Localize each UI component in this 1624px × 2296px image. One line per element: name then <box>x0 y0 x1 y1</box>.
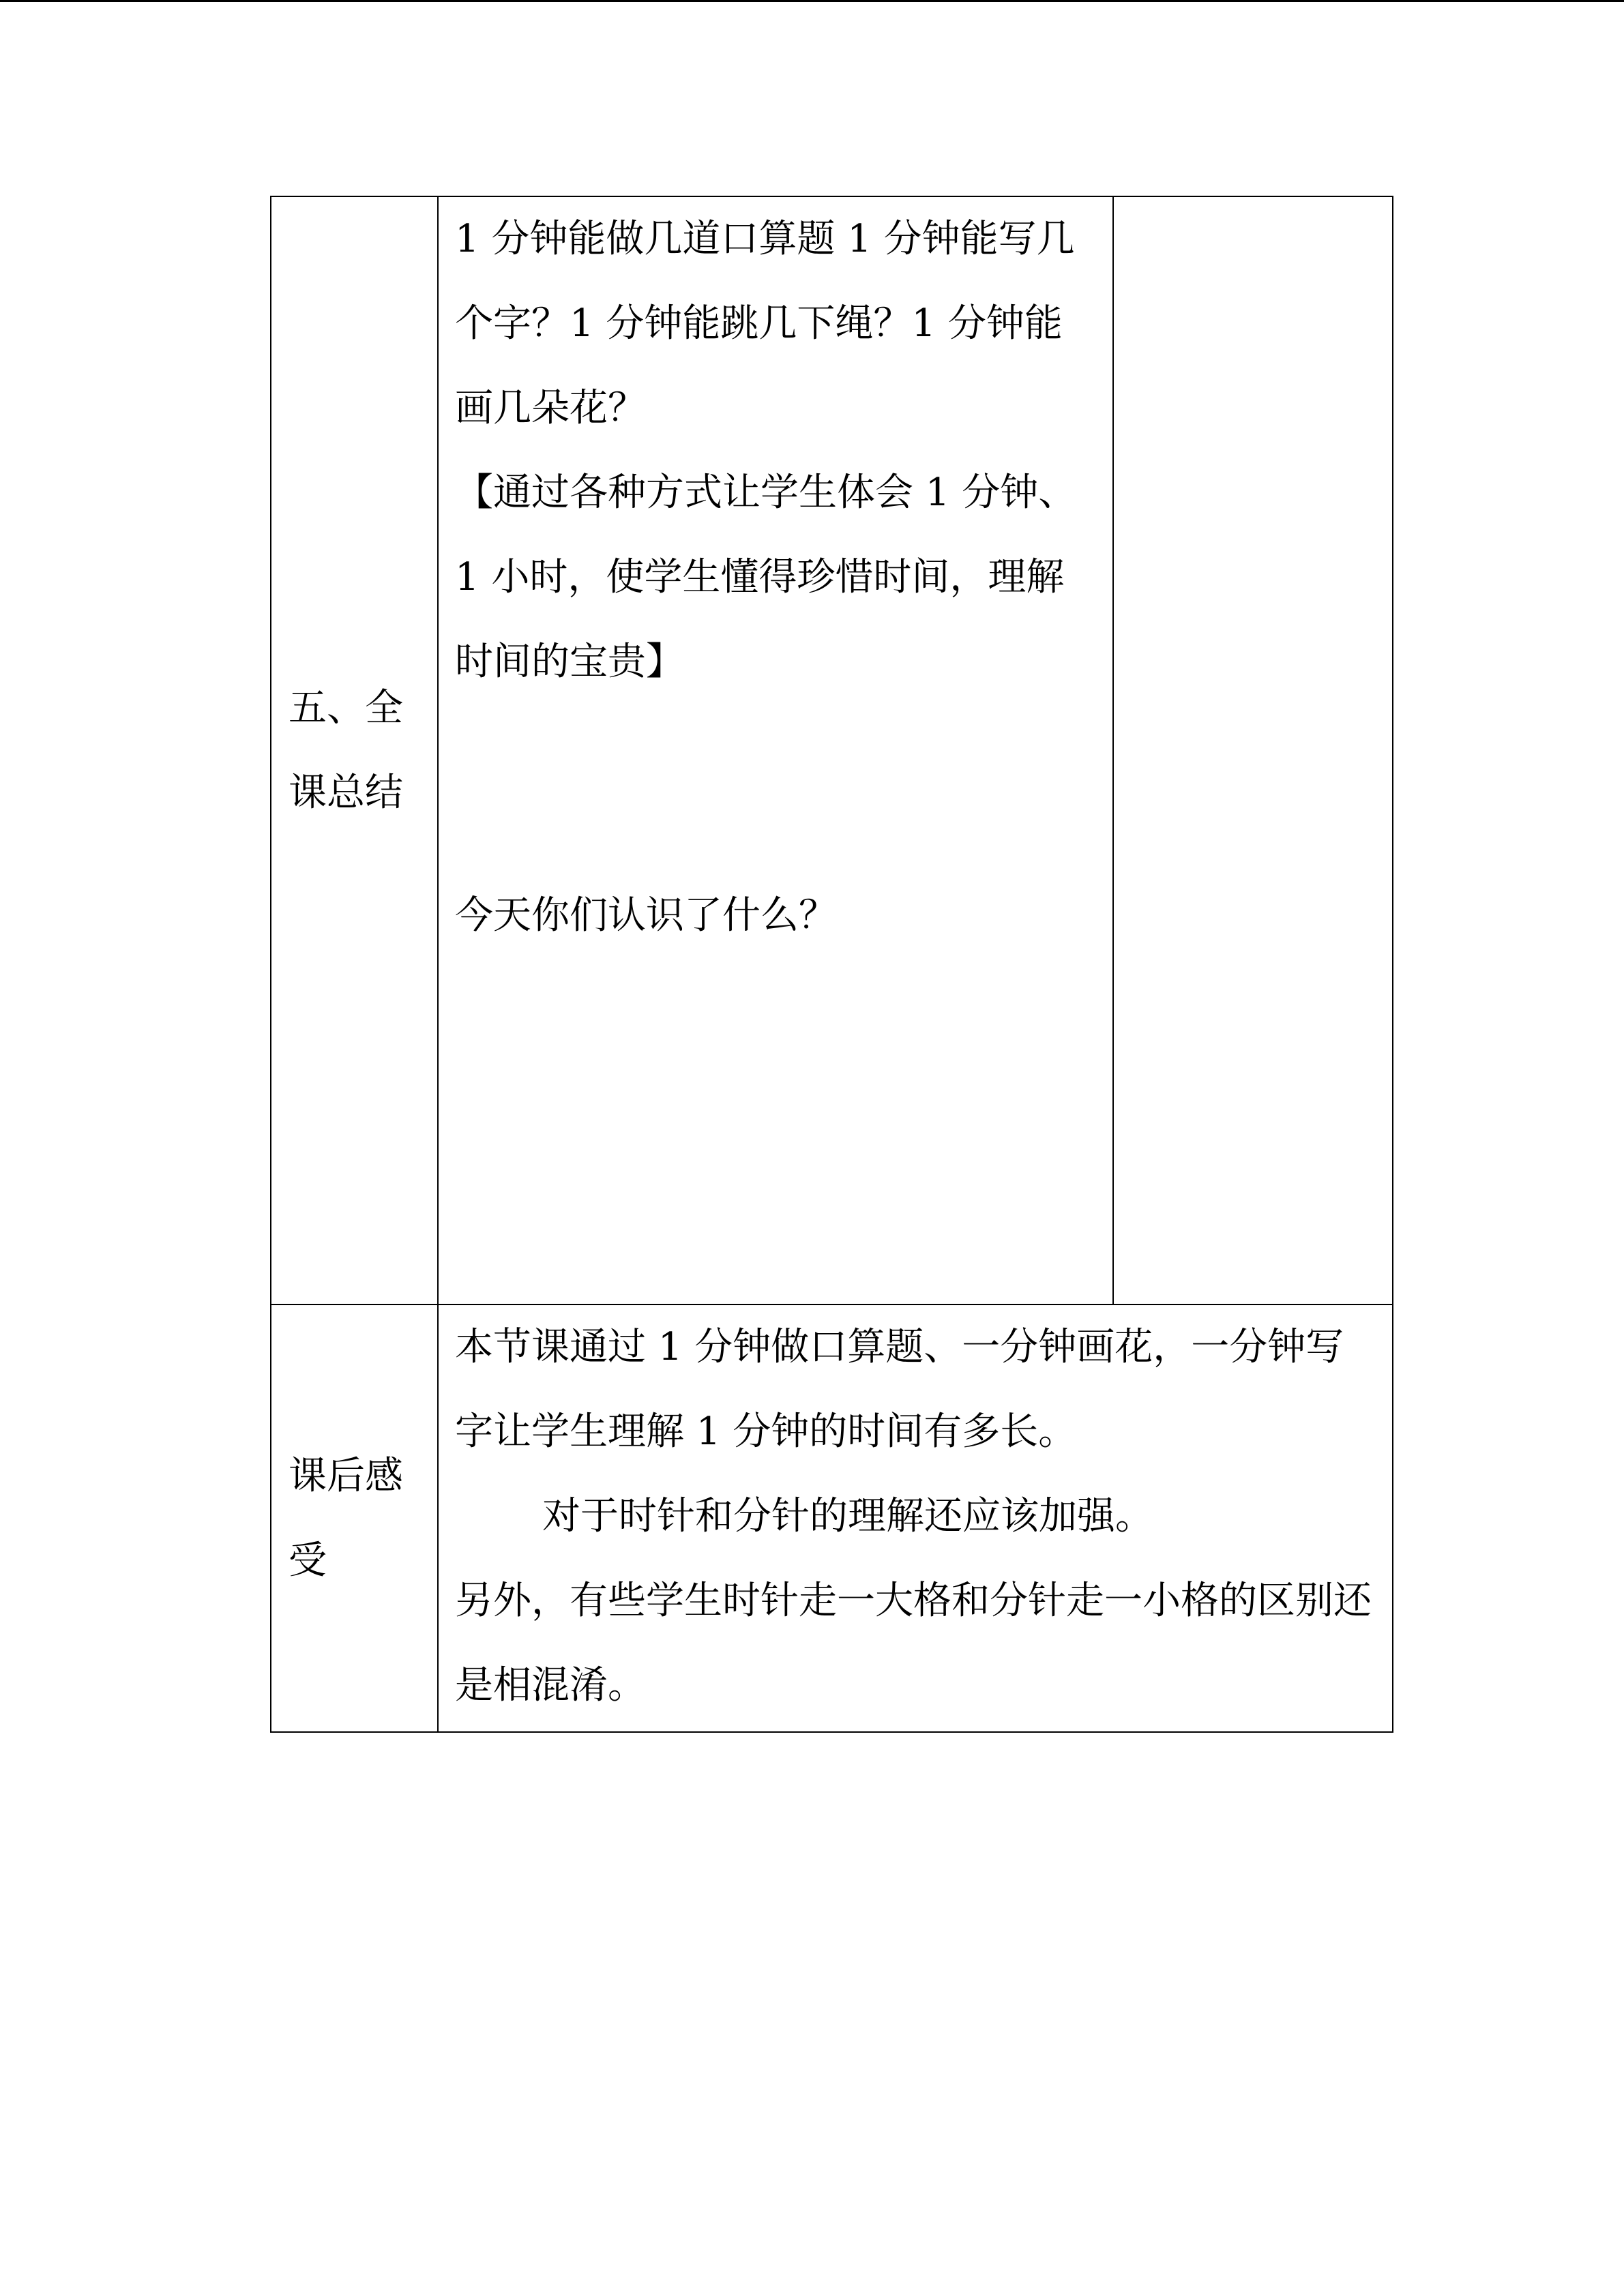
reflection-label: 课后感受 <box>289 1453 403 1583</box>
reflection-paragraph-2: 对于时针和分针的理解还应该加强。 <box>542 1494 1153 1538</box>
reflection-label-cell <box>271 1304 438 1732</box>
summary-purpose-note: 【通过各种方式让学生体会 1 分钟、1 小时，使学生懂得珍惜时间，理解时间的宝贵】 <box>455 471 1077 684</box>
page-top-border <box>0 0 1624 2</box>
reflection-content-cell <box>438 1304 1393 1732</box>
summary-content-cell <box>438 196 1113 1304</box>
summary-question: 今天你们认识了什么？ <box>455 893 837 938</box>
reflection-paragraph-1: 本节课通过 1 分钟做口算题、一分钟画花，一分钟写字让学生理解 1 分钟的时间有多长。 <box>455 1325 1344 1454</box>
reflection-paragraph-3: 另外，有些学生时针走一大格和分针走一小格的区别还是相混淆。 <box>455 1579 1372 1708</box>
reflection-row <box>271 1304 1393 1732</box>
lesson-plan-table <box>270 196 1393 1733</box>
summary-activity-text: 1 分钟能做几道口算题 1 分钟能写几个字？1 分钟能跳几下绳？1 分钟能画几朵花？ <box>455 217 1075 430</box>
summary-row <box>271 196 1393 1304</box>
summary-label: 五、全课总结 <box>289 685 403 815</box>
summary-label-cell <box>271 196 438 1304</box>
summary-notes-cell <box>1113 196 1393 1304</box>
